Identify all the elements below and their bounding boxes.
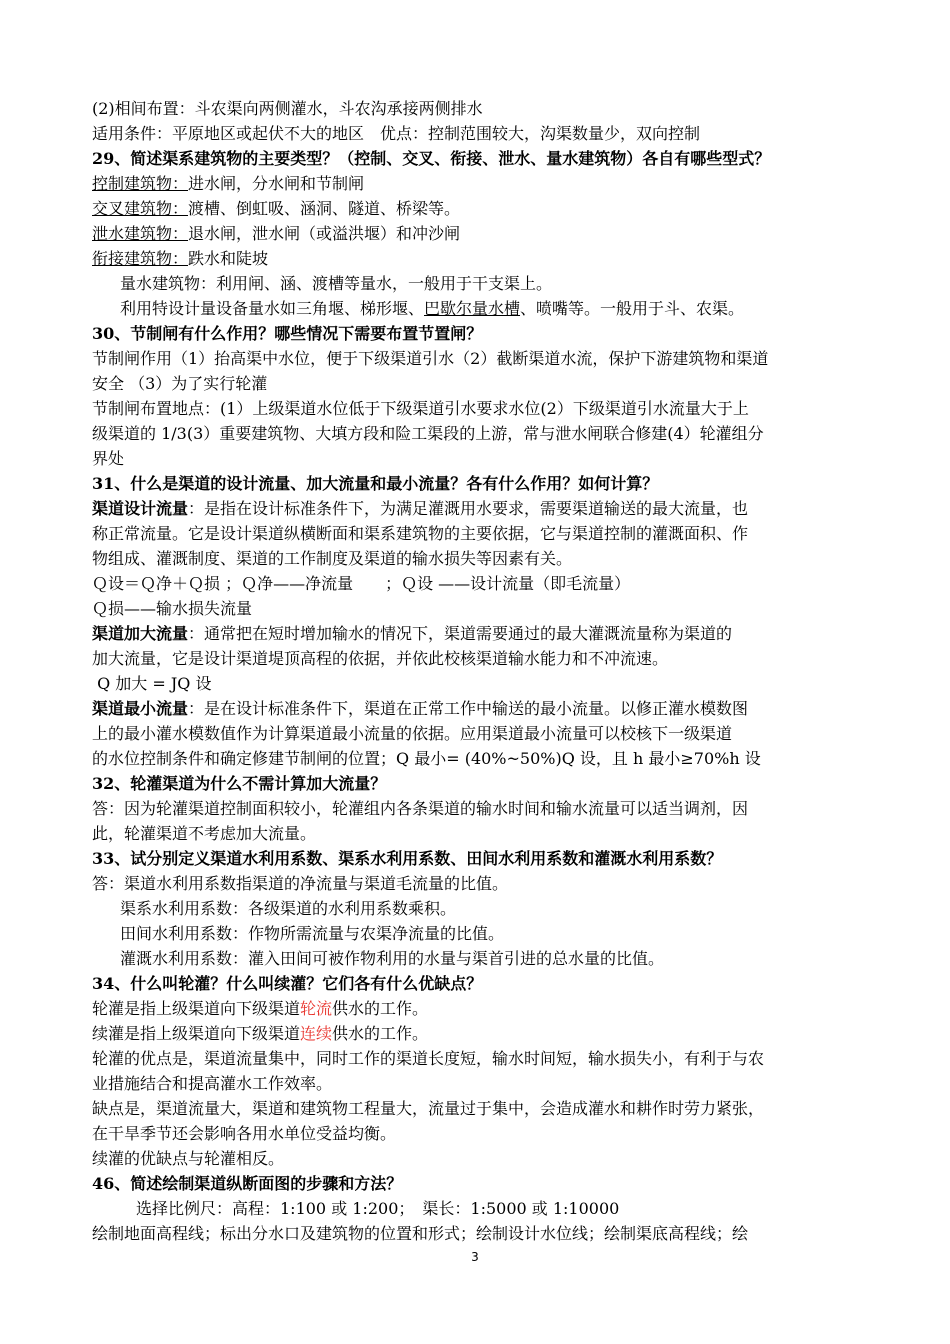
formula-line: Ｑ设＝Ｑ净＋Ｑ损 ；Ｑ净——净流量 ；Ｑ设 ——设计流量（即毛流量） [92, 574, 631, 593]
text-segment: ：通常把在短时增加输水的情况下，渠道需要通过的最大灌溉流量称为渠道的 [188, 624, 733, 643]
text-line [92, 996, 862, 1021]
term-label: 渠道最小流量 [92, 699, 189, 718]
text-segment: 利用特设计量设备量水如三角堰、梯形堰、 [120, 299, 425, 318]
text-line: 节制闸布置地点：(1）上级渠道水位低于下级渠道引水要求水位(2）下级渠道引水流量大于上 [92, 399, 749, 418]
text-line: 答：渠道水利用系数指渠道的净流量与渠道毛流量的比值。 [92, 874, 509, 893]
text-line: 轮灌的优点是，渠道流量集中，同时工作的渠道长度短，输水时间短，输水损失小，有利于与农 [92, 1049, 765, 1068]
question-heading: 32、轮灌渠道为什么不需计算加大流量？ [92, 774, 387, 793]
text-line: 续灌的优缺点与轮灌相反。 [92, 1149, 285, 1168]
highlighted-term: 轮流 [300, 999, 333, 1018]
text-line: 绘制地面高程线；标出分水口及建筑物的位置和形式；绘制设计水位线；绘制渠底高程线；绘 [92, 1224, 749, 1243]
text-line [92, 221, 862, 246]
question-heading: 31、什么是渠道的设计流量、加大流量和最小流量？各有什么作用？如何计算？ [92, 474, 659, 493]
text-line: 选择比例尺：高程：1:100 或 1:200； 渠长：1:5000 或 1:10000 [136, 1199, 620, 1218]
text-line: 量水建筑物：利用闸、涵、渡槽等量水，一般用于干支渠上。 [120, 274, 553, 293]
term-label: 渠道加大流量 [92, 624, 189, 643]
question-heading: 46、简述绘制渠道纵断面图的步骤和方法？ [92, 1174, 403, 1193]
term-text: 渡槽、倒虹吸、涵洞、隧道、桥梁等。 [188, 199, 461, 218]
text-line [92, 196, 862, 221]
term-text: 退水闸，泄水闸（或溢洪堰）和冲沙闸 [188, 224, 461, 243]
term-label: 控制建筑物： [92, 174, 189, 193]
text-segment: 续灌是指上级渠道向下级渠道 [92, 1024, 301, 1043]
term-text: 进水闸，分水闸和节制闸 [188, 174, 365, 193]
text-line: 田间水利用系数：作物所需流量与农渠净流量的比值。 [120, 924, 505, 943]
term-label: 渠道设计流量 [92, 499, 189, 518]
text-line: 灌溉水利用系数：灌入田间可被作物利用的水量与渠首引进的总水量的比值。 [120, 949, 665, 968]
text-line [92, 621, 862, 646]
term-label: 衔接建筑物： [92, 249, 189, 268]
question-heading: 30、节制闸有什么作用？哪些情况下需要布置节置闸？ [92, 324, 483, 343]
text-segment: 供水的工作。 [332, 1024, 429, 1043]
text-line [92, 496, 862, 521]
formula-line: Q 加大 = JQ 设 [92, 674, 212, 693]
text-line: 此，轮灌渠道不考虑加大流量。 [92, 824, 317, 843]
text-line [92, 246, 862, 271]
text-line: 界处 [92, 449, 125, 468]
text-line [92, 696, 862, 721]
text-segment: 、喷嘴等。一般用于斗、农渠。 [520, 299, 745, 318]
text-line [92, 1021, 862, 1046]
text-line: 安全 （3）为了实行轮灌 [92, 374, 268, 393]
question-heading: 29、简述渠系建筑物的主要类型？（控制、交叉、衔接、泄水、量水建筑物）各自有哪些型式？ [92, 149, 771, 168]
text-line: 加大流量，它是设计渠道堤顶高程的依据，并依此校核渠道输水能力和不冲流速。 [92, 649, 669, 668]
highlighted-term: 连续 [300, 1024, 333, 1043]
text-line: 上的最小灌水模数值作为计算渠道最小流量的依据。应用渠道最小流量可以校核下一级渠道 [92, 724, 733, 743]
text-line: 渠系水利用系数：各级渠道的水利用系数乘积。 [120, 899, 457, 918]
text-line: 级渠道的 1/3(3）重要建筑物、大填方段和险工渠段的上游，常与泄水闸联合修建(4）轮灌组分 [92, 424, 764, 443]
text-line: 答：因为轮灌渠道控制面积较小，轮灌组内各条渠道的输水时间和输水流量可以适当调剂，因 [92, 799, 749, 818]
question-heading: 33、试分别定义渠道水利用系数、渠系水利用系数、田间水利用系数和灌溉水利用系数？ [92, 849, 723, 868]
text-segment: 供水的工作。 [332, 999, 429, 1018]
document-page [92, 96, 862, 1246]
text-line [92, 296, 862, 321]
term-label: 交叉建筑物： [92, 199, 189, 218]
underlined-term: 巴歇尔量水槽 [424, 299, 521, 318]
text-line: 业措施结合和提高灌水工作效率。 [92, 1074, 333, 1093]
question-heading: 34、什么叫轮灌？什么叫续灌？它们各有什么优缺点？ [92, 974, 483, 993]
text-segment: ：是指在设计标准条件下，为满足灌溉用水要求，需要渠道输送的最大流量，也 [188, 499, 749, 518]
text-line: 在干旱季节还会影响各用水单位受益均衡。 [92, 1124, 397, 1143]
text-segment: 轮灌是指上级渠道向下级渠道 [92, 999, 301, 1018]
text-line: 的水位控制条件和确定修建节制闸的位置；Q 最小= (40%~50%)Q 设，且 h 最小≥70%h 设 [92, 749, 761, 768]
text-line [92, 171, 862, 196]
text-segment: ：是在设计标准条件下，渠道在正常工作中输送的最小流量。以修正灌水模数图 [188, 699, 749, 718]
term-label: 泄水建筑物： [92, 224, 189, 243]
text-line: 适用条件：平原地区或起伏不大的地区 优点：控制范围较大，沟渠数量少，双向控制 [92, 124, 701, 143]
text-line: 节制闸作用（1）抬高渠中水位，便于下级渠道引水（2）截断渠道水流，保护下游建筑物和渠道 [92, 349, 769, 368]
text-line: 称正常流量。它是设计渠道纵横断面和渠系建筑物的主要依据，它与渠道控制的灌溉面积、作 [92, 524, 749, 543]
page-number: 3 [471, 1250, 479, 1264]
text-line: 缺点是，渠道流量大，渠道和建筑物工程量大，流量过于集中，会造成灌水和耕作时劳力紧张， [92, 1099, 765, 1118]
text-line: (2)相间布置：斗农渠向两侧灌水，斗农沟承接两侧排水 [92, 99, 483, 118]
formula-line: Ｑ损——输水损失流量 [92, 599, 253, 618]
text-line: 物组成、灌溉制度、渠道的工作制度及渠道的输水损失等因素有关。 [92, 549, 573, 568]
term-text: 跌水和陡坡 [188, 249, 269, 268]
